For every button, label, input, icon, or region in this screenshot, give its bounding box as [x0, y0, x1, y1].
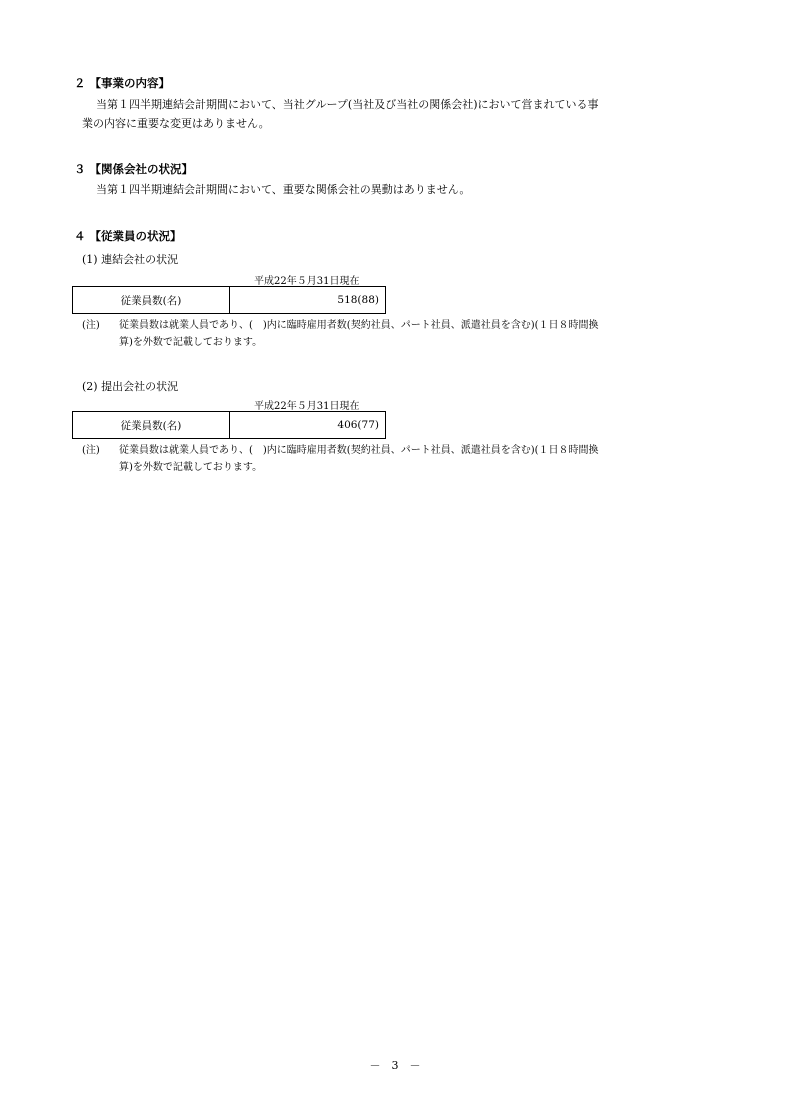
- consolidated-employee-count: 518(88): [230, 287, 386, 314]
- parent-as-of-date: 平成22年５月31日現在: [254, 401, 360, 412]
- consolidated-employee-label: 従業員数(名): [73, 287, 230, 314]
- table-row: [73, 412, 386, 439]
- section2-text-line1: 当第１四半期連結会計期間において、当社グループ(当社及び当社の関係会社)において営まれている事: [96, 98, 599, 111]
- section2-heading: ２ 【事業の内容】: [74, 76, 171, 90]
- page-number: － 3 －: [369, 1059, 421, 1072]
- consolidated-note-mark: (注): [82, 320, 100, 331]
- section4-heading: ４ 【従業員の状況】: [74, 229, 182, 243]
- consolidated-as-of-date: 平成22年５月31日現在: [254, 276, 360, 287]
- consolidated-employee-table: [72, 286, 386, 314]
- section3-text-line1: 当第１四半期連結会計期間において、重要な関係会社の異動はありません。: [96, 183, 471, 196]
- table-row: [73, 287, 386, 314]
- parent-note-line1: 従業員数は就業人員であり、( )内に臨時雇用者数(契約社員、パート社員、派遣社員を含む)(１日８時間換: [119, 445, 599, 456]
- consolidated-note-line2: 算)を外数で記載しております。: [119, 337, 263, 348]
- parent-note-line2: 算)を外数で記載しております。: [119, 462, 263, 473]
- section3-heading: ３ 【関係会社の状況】: [74, 162, 194, 176]
- parent-employee-label: 従業員数(名): [73, 412, 230, 439]
- consolidated-note-line1: 従業員数は就業人員であり、( )内に臨時雇用者数(契約社員、パート社員、派遣社員を含む)(１日８時間換: [119, 320, 599, 331]
- parent-subheading: (2) 提出会社の状況: [82, 380, 179, 393]
- consolidated-subheading: (1) 連結会社の状況: [82, 253, 179, 266]
- section2-text-line2: 業の内容に重要な変更はありません。: [82, 117, 270, 130]
- parent-employee-count: 406(77): [230, 412, 386, 439]
- parent-employee-table: [72, 411, 386, 439]
- parent-note-mark: (注): [82, 445, 100, 456]
